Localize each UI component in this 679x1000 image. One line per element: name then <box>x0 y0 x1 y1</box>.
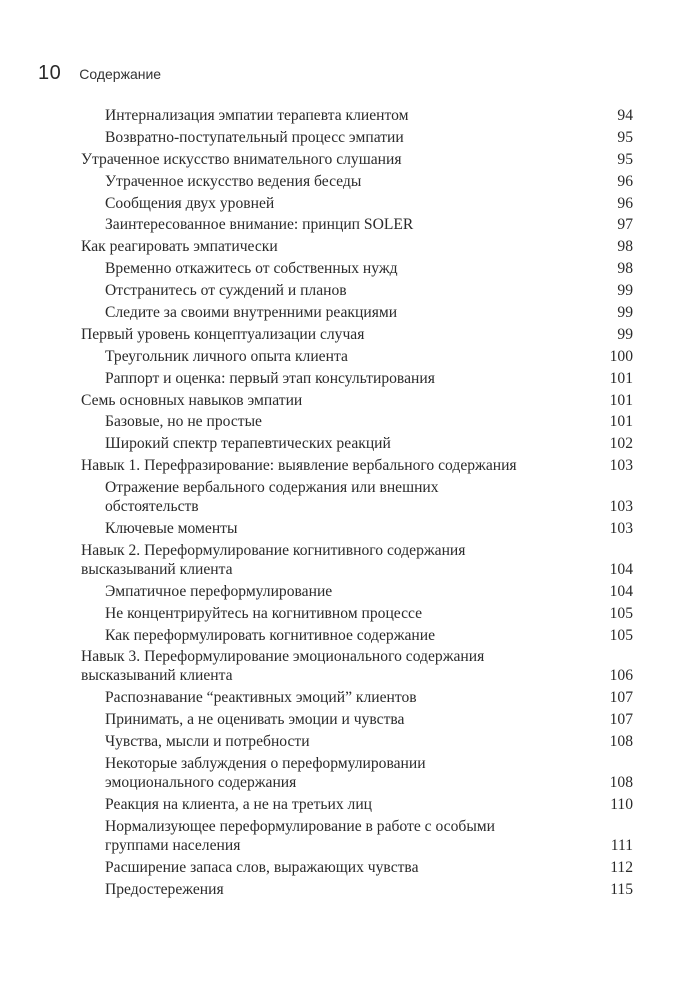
toc-entry-title: Сообщения двух уровней <box>105 194 275 212</box>
toc-subentry <box>81 194 633 213</box>
toc-entry-title: Реакция на клиента, а не на третьих лиц <box>105 795 373 813</box>
toc-entry-title: Предостережения <box>105 880 224 898</box>
toc-entry-title: Интернализация эмпатии терапевта клиентом <box>105 107 409 124</box>
toc-entry-page: 103 <box>609 457 633 475</box>
toc-entry-page: 99 <box>617 304 633 322</box>
toc-subentry <box>81 281 633 300</box>
toc-entry-page: 102 <box>609 435 633 453</box>
toc-entry-title: Утраченное искусство внимательного слушания <box>81 150 402 168</box>
toc-entry <box>81 647 633 685</box>
toc-subentry <box>81 754 633 792</box>
toc-entry-title: Эмпатичное переформулирование <box>105 582 333 600</box>
toc-entry <box>81 541 633 579</box>
toc-entry-page: 107 <box>609 711 633 729</box>
toc-entry-page: 97 <box>617 216 633 234</box>
toc-entry-page: 96 <box>617 194 633 212</box>
toc-entry-page: 103 <box>609 520 633 538</box>
toc-entry-page: 99 <box>617 282 633 300</box>
toc-subentry <box>81 880 633 899</box>
toc-entry-page: 105 <box>609 626 633 644</box>
toc-entry-title: Раппорт и оценка: первый этап консультирования <box>105 369 435 387</box>
toc-entry-title: Не концентрируйтесь на когнитивном процессе <box>105 604 423 622</box>
toc-subentry <box>81 412 633 431</box>
toc-subentry <box>81 604 633 623</box>
toc-subentry <box>81 478 633 516</box>
page-header <box>38 62 161 85</box>
toc-entry-page: 107 <box>609 689 633 707</box>
toc-entry <box>81 237 633 256</box>
toc-entry-title: Распознавание “реактивных эмоций” клиентов <box>105 689 417 707</box>
toc-subentry <box>81 369 633 388</box>
toc-entry-page: 104 <box>609 560 633 578</box>
toc-entry <box>81 150 633 169</box>
toc-entry-title: Заинтересованное внимание: принцип SOLER <box>105 216 414 234</box>
toc-subentry <box>81 626 633 645</box>
toc-entry-page: 108 <box>609 774 633 792</box>
toc-entry-title: Утраченное искусство ведения беседы <box>105 172 362 190</box>
toc-entry-page: 103 <box>609 498 633 516</box>
toc-entry-title: Некоторые заблуждения о переформулировании эмоционального содержания <box>105 755 426 792</box>
toc-subentry <box>81 106 633 125</box>
toc-entry-page: 105 <box>609 604 633 622</box>
toc-subentry <box>81 858 633 877</box>
toc-entry-page: 101 <box>609 413 633 431</box>
toc-subentry <box>81 688 633 707</box>
toc-subentry <box>81 303 633 322</box>
toc-subentry <box>81 732 633 751</box>
toc-entry-page: 106 <box>609 667 633 685</box>
toc-entry-page: 96 <box>617 172 633 190</box>
toc-entry-page: 108 <box>609 733 633 751</box>
toc-entry-title: Навык 1. Перефразирование: выявление вербального содержания <box>81 457 517 475</box>
toc-subentry <box>81 347 633 366</box>
toc-entry-title: Базовые, но не простые <box>105 413 262 431</box>
toc-entry-title: Навык 3. Переформулирование эмоционального содержания высказываний клиента <box>81 648 485 685</box>
toc-entry-title: Ключевые моменты <box>105 520 238 538</box>
running-title: Содержание <box>79 66 162 82</box>
toc-entry-page: 100 <box>609 347 633 365</box>
toc-subentry <box>81 434 633 453</box>
toc-entry-title: Широкий спектр терапевтических реакций <box>105 435 391 453</box>
toc-entry-title: Расширение запаса слов, выражающих чувства <box>105 858 419 876</box>
toc-subentry <box>81 582 633 601</box>
toc-entry-page: 101 <box>609 369 633 387</box>
toc-entry <box>81 325 633 344</box>
toc-entry-title: Как переформулировать когнитивное содержание <box>105 626 435 644</box>
toc-entry-page: 111 <box>610 836 633 854</box>
toc-subentry <box>81 519 633 538</box>
toc-entry-title: Следите за своими внутренними реакциями <box>105 304 398 322</box>
table-of-contents <box>81 106 633 902</box>
toc-entry <box>81 391 633 410</box>
toc-subentry <box>81 817 633 855</box>
toc-entry-title: Отражение вербального содержания или внешних обстоятельств <box>105 479 439 516</box>
toc-entry-title: Первый уровень концептуализации случая <box>81 325 365 343</box>
toc-entry-title: Навык 2. Переформулирование когнитивного содержания высказываний клиента <box>81 541 466 578</box>
toc-subentry <box>81 128 633 147</box>
toc-entry-page: 95 <box>617 150 633 168</box>
toc-subentry <box>81 172 633 191</box>
page-number: 10 <box>38 62 62 84</box>
toc-entry-page: 110 <box>610 795 633 813</box>
toc-entry-title: Треугольник личного опыта клиента <box>105 347 348 365</box>
toc-entry-title: Чувства, мысли и потребности <box>105 733 310 751</box>
toc-subentry <box>81 215 633 234</box>
toc-entry-title: Возвратно-поступательный процесс эмпатии <box>105 128 404 146</box>
toc-entry <box>81 456 633 475</box>
toc-entry-title: Как реагировать эмпатически <box>81 238 278 256</box>
toc-subentry <box>81 710 633 729</box>
toc-entry-page: 104 <box>609 582 633 600</box>
toc-entry-title: Семь основных навыков эмпатии <box>81 391 303 409</box>
toc-entry-title: Отстранитесь от суждений и планов <box>105 282 347 300</box>
toc-subentry <box>81 795 633 814</box>
toc-entry-page: 101 <box>609 391 633 409</box>
toc-entry-title: Нормализующее переформулирование в работе с особыми группами населения <box>105 817 496 854</box>
toc-entry-page: 98 <box>617 260 633 278</box>
toc-entry-page: 112 <box>610 858 633 876</box>
toc-entry-page: 98 <box>617 238 633 256</box>
toc-entry-title: Временно откажитесь от собственных нужд <box>105 260 398 278</box>
toc-entry-page: 95 <box>617 128 633 146</box>
toc-entry-page: 115 <box>610 880 633 898</box>
toc-entry-page: 99 <box>617 325 633 343</box>
toc-subentry <box>81 259 633 278</box>
toc-entry-page: 94 <box>617 107 633 124</box>
toc-entry-title: Принимать, а не оценивать эмоции и чувства <box>105 711 405 729</box>
